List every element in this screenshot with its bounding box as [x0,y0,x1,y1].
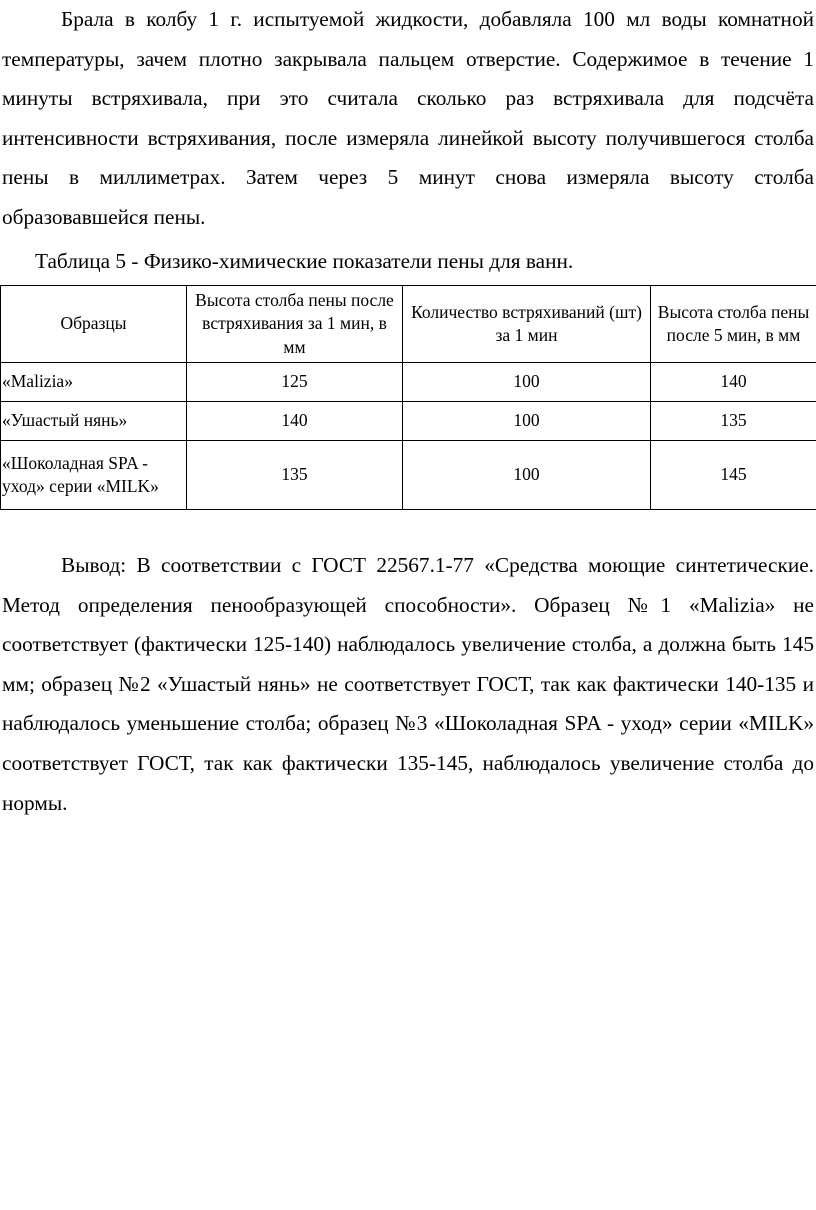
header-shake-count: Количество встряхиваний (шт) за 1 мин [403,286,651,363]
shake-count: 100 [403,402,651,441]
sample-name: «Malizia» [1,363,187,402]
foam-height-after-5-min: 135 [651,402,816,441]
shake-count: 100 [403,441,651,510]
foam-height-after-shaking: 140 [187,402,403,441]
sample-name: «Шоколадная SPA - уход» серии «MILK» [1,441,187,510]
foam-height-after-shaking: 125 [187,363,403,402]
conclusion-paragraph: Вывод: В соответствии с ГОСТ 22567.1-77 «Средства моющие синтетические. Метод определения пенообразующей способности». Образец №1 «Malizia» не соответствует (фактически 125-140) наблюдалось увеличение столба, а должна быть 145 мм; образец №2 «Ушастый нянь» не соответствует ГОСТ, так как фактически 140-135 и наблюдалось уменьшение столба; образец №3 «Шоколадная SPA - уход» серии «MILK» соответствует ГОСТ, так как фактически 135-145, наблюдалось увеличение столба до нормы. [2,553,814,815]
header-foam-height-after-5-min: Высота столба пены после 5 мин, в мм [651,286,816,363]
shake-count: 100 [403,363,651,402]
sample-name: «Ушастый нянь» [1,402,187,441]
foam-height-after-5-min: 145 [651,441,816,510]
table-row [1,402,816,441]
foam-properties-table [0,285,816,510]
foam-height-after-5-min: 140 [651,363,816,402]
table-row [1,363,816,402]
table-caption: Таблица 5 - Физико-химические показатели пены для ванн. [35,249,574,273]
table-row [1,441,816,510]
header-samples: Образцы [1,286,187,363]
header-foam-height-after-shaking: Высота столба пены после встряхивания за 1 мин, в мм [187,286,403,363]
table-header-row [1,286,816,363]
foam-height-after-shaking: 135 [187,441,403,510]
method-paragraph: Брала в колбу 1 г. испытуемой жидкости, добавляла 100 мл воды комнатной температуры, зачем плотно закрывала пальцем отверстие. Содержимое в течение 1 минуты встряхивала, при это считала сколько раз встряхивала для подсчёта интенсивности встряхивания, после измеряла линейкой высоту получившегося столба пены в миллиметрах. Затем через 5 минут снова измеряла высоту столба образовавшейся пены. [2,7,814,229]
